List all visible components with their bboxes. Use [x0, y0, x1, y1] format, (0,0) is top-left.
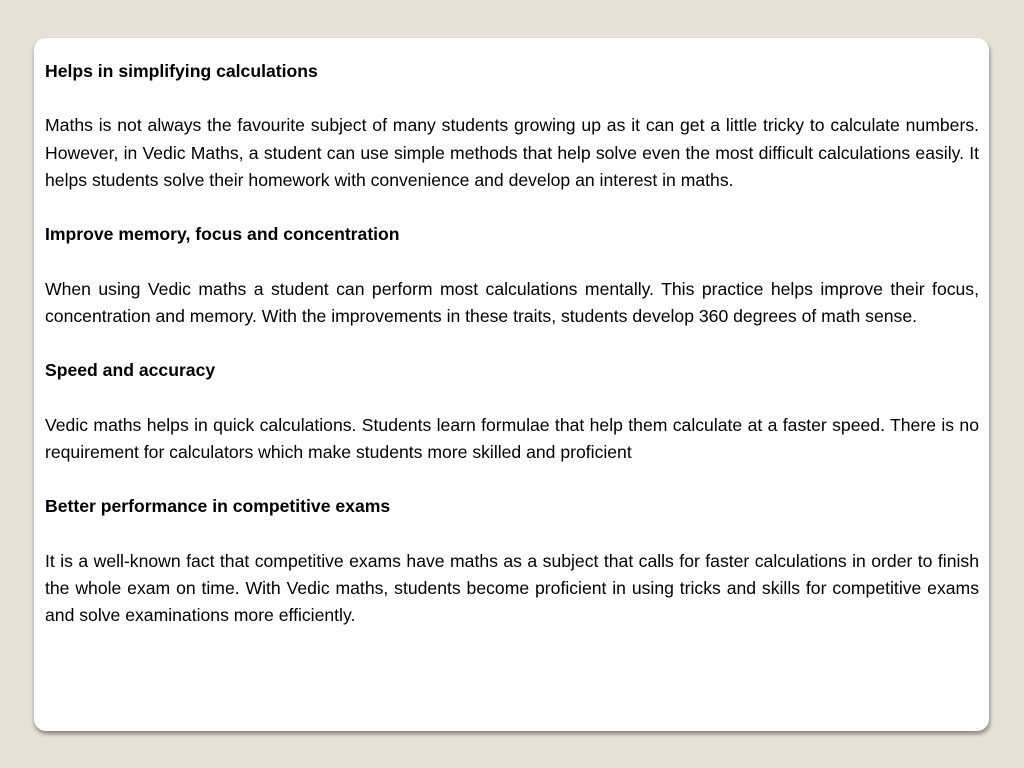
section-heading-memory: Improve memory, focus and concentration	[45, 224, 400, 245]
spacer	[45, 384, 979, 411]
spacer	[45, 194, 979, 221]
section-body-simplifying: Maths is not always the favourite subject of many students growing up as it can get a little tricky to calculate numbers. However, in Vedic Maths, a student can use simple methods that help solve even the most difficult calculations easily. It helps students solve their homework with convenience and develop an interest in maths.	[45, 115, 979, 190]
spacer	[45, 466, 979, 493]
spacer	[45, 85, 979, 112]
section-body-competitive: It is a well-known fact that competitive exams have maths as a subject that calls for faster calculations in order to finish the whole exam on time. With Vedic maths, students become proficient in using tricks and skills for competitive exams and solve examinations more efficiently.	[45, 550, 979, 625]
section-heading-speed: Speed and accuracy	[45, 360, 216, 381]
section-heading-simplifying: Helps in simplifying calculations	[45, 61, 318, 81]
section-body-speed: Vedic maths helps in quick calculations. Students learn formulae that help them calculate at a faster speed. There is no requirement for calculators which make students more skilled and proficient	[45, 414, 979, 462]
section-body-memory: When using Vedic maths a student can perform most calculations mentally. This practice helps improve their focus, concentration and memory. With the improvements in these traits, students develop 360 degrees of math sense.	[45, 278, 979, 326]
spacer	[45, 330, 979, 357]
spacer	[45, 520, 979, 547]
text-body	[45, 58, 979, 629]
section-heading-competitive: Better performance in competitive exams	[45, 496, 391, 517]
slide-content-card	[34, 38, 989, 731]
spacer	[45, 248, 979, 275]
